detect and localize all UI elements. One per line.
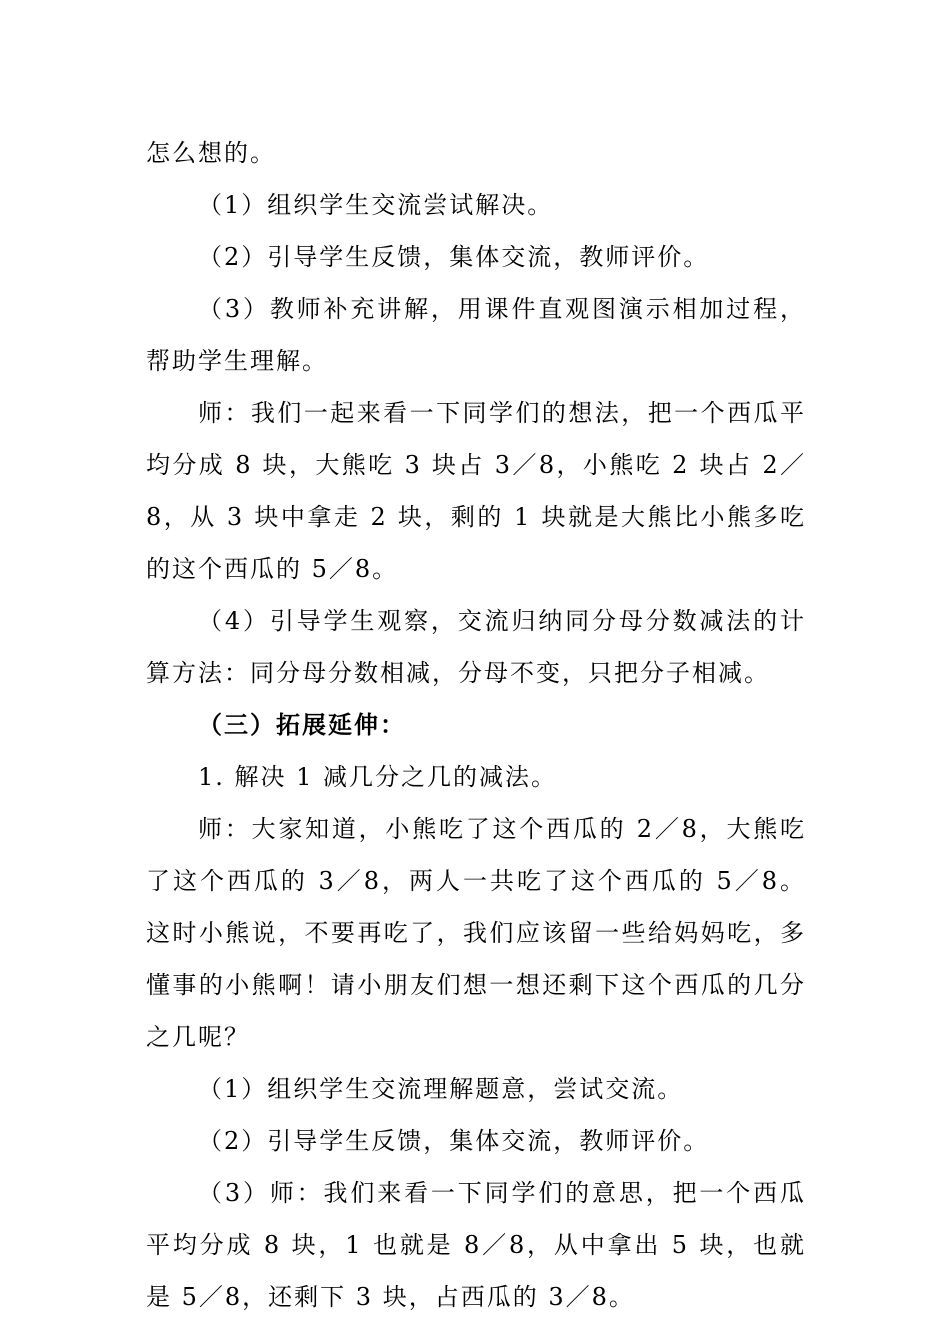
paragraph-5: 师：我们一起来看一下同学们的想法，把一个西瓜平均分成 8 块，大熊吃 3 块占 3／8，小熊吃 2 块占 2／8，从 3 块中拿走 2 块，剩的 1 块就是大熊比小熊多吃的这个西瓜的 5／8。	[146, 399, 806, 583]
paragraph-11: （2）引导学生反馈，集体交流，教师评价。	[198, 1127, 710, 1155]
paragraph-6: （4）引导学生观察，交流归纳同分母分数减法的计算方法：同分母分数相减，分母不变，只把分子相减。	[146, 607, 806, 687]
document-body	[146, 127, 806, 1323]
paragraph-3: （2）引导学生反馈，集体交流，教师评价。	[198, 243, 710, 271]
paragraph-10: （1）组织学生交流理解题意，尝试交流。	[198, 1075, 684, 1103]
paragraph-9: 师：大家知道，小熊吃了这个西瓜的 2／8，大熊吃了这个西瓜的 3／8，两人一共吃了这个西瓜的 5／8。这时小熊说，不要再吃了，我们应该留一些给妈妈吃，多懂事的小熊啊！请小朋友们想一想还剩下这个西瓜的几分之几呢？	[146, 815, 806, 1051]
section-heading-extension: （三）拓展延伸：	[198, 711, 406, 739]
paragraph-1: 怎么想的。	[146, 139, 276, 167]
paragraph-12: （3）师：我们来看一下同学们的意思，把一个西瓜平均分成 8 块，1 也就是 8／8，从中拿出 5 块，也就是 5／8，还剩下 3 块，占西瓜的 3／8。	[146, 1179, 806, 1311]
paragraph-2: （1）组织学生交流尝试解决。	[198, 191, 554, 219]
paragraph-8: 1. 解决 1 减几分之几的减法。	[198, 763, 558, 791]
paragraph-4: （3）教师补充讲解，用课件直观图演示相加过程，帮助学生理解。	[146, 295, 806, 375]
